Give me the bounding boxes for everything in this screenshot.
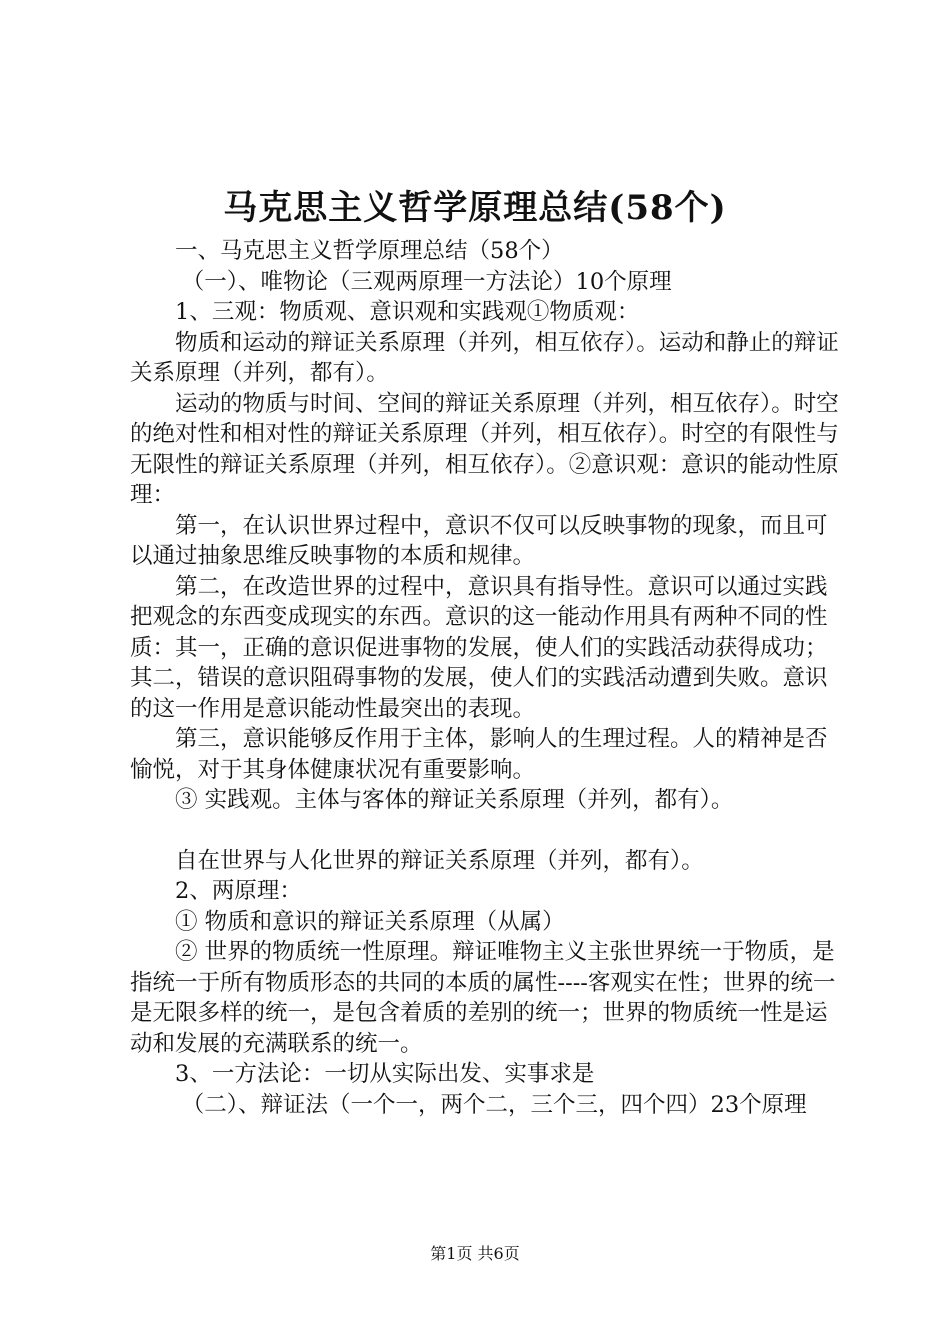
paragraph-time-space: 运动的物质与时间、空间的辩证关系原理（并列，相互依存）。时空的绝对性和相对性的辩证关系原理（并列，相互依存）。时空的有限性与无限性的辩证关系原理（并列，相互依存）。②意识观：意识的能动性原理：	[130, 390, 839, 508]
paragraph-natural-world: 自在世界与人化世界的辩证关系原理（并列，都有）。	[175, 847, 704, 874]
paragraph-gap	[130, 816, 840, 846]
paragraph-third-point: 第三，意识能够反作用于主体，影响人的生理过程。人的精神是否愉悦，对于其身体健康状况有重要影响。	[130, 726, 828, 783]
paragraph-first-point: 第一，在认识世界过程中，意识不仅可以反映事物的现象，而且可以通过抽象思维反映事物的本质和规律。	[130, 512, 828, 569]
paragraph-materialism-heading: （一）、唯物论（三观两原理一方法论）10个原理	[181, 268, 672, 295]
paragraph-second-point: 第二，在改造世界的过程中，意识具有指导性。意识可以通过实践把观念的东西变成现实的东西。意识的这一能动作用具有两种不同的性质：其一，正确的意识促进事物的发展，使人们的实践活动获得成功；其二，错误的意识阻碍事物的发展，使人们的实践活动遭到失败。意识的这一作用是意识能动性最突出的表现。	[130, 573, 828, 722]
paragraph-matter-motion: 物质和运动的辩证关系原理（并列，相互依存）。运动和静止的辩证关系原理（并列，都有）。	[130, 329, 839, 386]
paragraph-matter-consciousness: ① 物质和意识的辩证关系原理（从属）	[175, 908, 565, 935]
paragraph-methodology: 3、一方法论：一切从实际出发、实事求是	[175, 1061, 595, 1087]
paragraph-two-principles: 2、两原理：	[175, 878, 302, 904]
page-footer: 第1页 共6页	[430, 1244, 520, 1263]
paragraph-material-unity: ② 世界的物质统一性原理。辩证唯物主义主张世界统一于物质，是指统一于所有物质形态的共同的本质的属性----客观实在性；世界的统一是无限多样的统一，是包含着质的差别的统一；世界的物质统一性是运动和发展的充满联系的统一。	[130, 939, 836, 1057]
paragraph-three-views: 1、三观：物质观、意识观和实践观①物质观：	[175, 299, 640, 325]
paragraph-practice-view: ③ 实践观。主体与客体的辩证关系原理（并列，都有）。	[175, 787, 734, 813]
paragraph-section-heading: 一、马克思主义哲学原理总结（58个）	[175, 238, 564, 264]
paragraph-dialectics-heading: （二）、辩证法（一个一，两个二，三个三，四个四）23个原理	[181, 1091, 807, 1118]
document-body	[130, 236, 840, 1120]
document-title: 马克思主义哲学原理总结(58个)	[223, 188, 727, 228]
